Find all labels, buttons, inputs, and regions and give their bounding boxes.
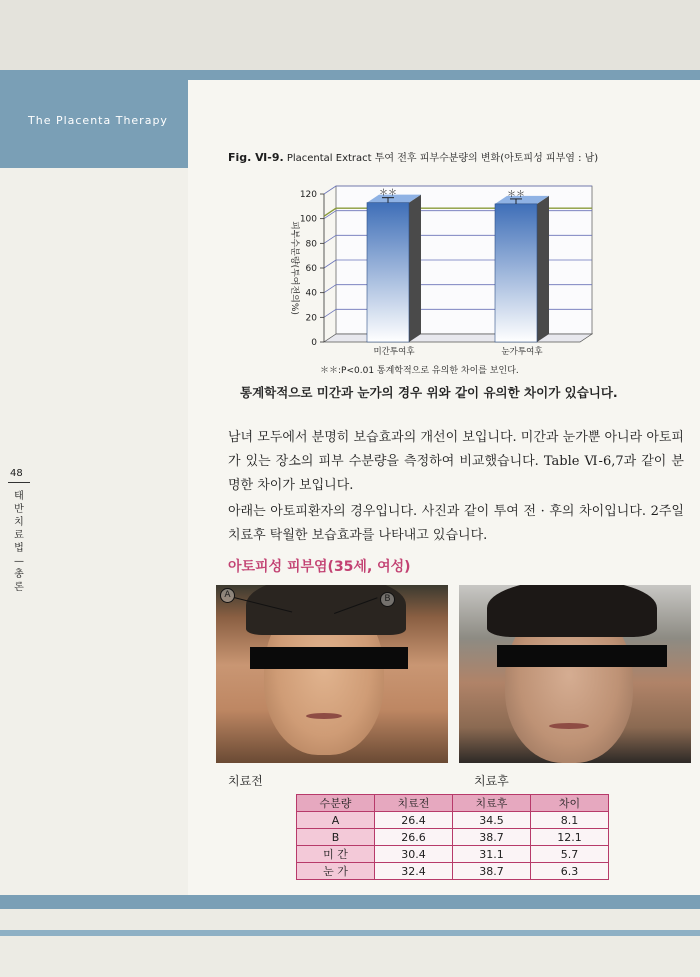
marker-b: B xyxy=(380,592,395,607)
table-header-row xyxy=(297,795,609,812)
table-row xyxy=(297,829,609,846)
moisture-table xyxy=(296,794,609,880)
mouth-shape xyxy=(306,713,342,719)
body-paragraph-1: 남녀 모두에서 분명히 보습효과의 개선이 보입니다. 미간과 눈가뿐 아니라 아토피가 있는 장소의 피부 수분량을 측정하여 비교했습니다. Table Ⅵ-6,7과 같이 분명한 차이가 보입니다. xyxy=(228,430,684,493)
table-header-cell: 치료전 xyxy=(375,795,453,812)
table-row xyxy=(297,863,609,880)
table-cell: 31.1 xyxy=(453,846,531,863)
bottom-accent-bar xyxy=(0,895,700,909)
chart-y-tick-label: 60 xyxy=(305,264,317,274)
chart-gridline xyxy=(324,235,336,243)
chart-y-axis-label: 피부수분량(투여전의%) xyxy=(289,221,299,315)
table-row xyxy=(297,812,609,829)
figure-caption xyxy=(228,149,598,164)
chapter-char: 법 xyxy=(14,543,24,554)
table-cell: 32.4 xyxy=(375,863,453,880)
table-row-label: 눈 가 xyxy=(297,863,375,880)
table-cell: 34.5 xyxy=(453,812,531,829)
page-number-rule xyxy=(8,482,30,483)
hair-shape xyxy=(487,585,657,637)
after-photo-label: 치료후 xyxy=(474,774,509,788)
table-header-cell: 수분량 xyxy=(297,795,375,812)
table-cell: 26.6 xyxy=(375,829,453,846)
vertical-chapter-title xyxy=(12,490,26,594)
table-row-label: B xyxy=(297,829,375,846)
section-title: 아토피성 피부염(35세, 여성) xyxy=(228,559,411,575)
chart-significance-mark: ＊＊ xyxy=(378,188,398,199)
top-accent-bar xyxy=(0,70,700,80)
chapter-char: 반 xyxy=(14,504,24,515)
chart-gridline xyxy=(324,260,336,268)
table-cell: 8.1 xyxy=(531,812,609,829)
left-margin-column xyxy=(0,168,188,895)
top-band xyxy=(0,0,700,70)
chart-bar-side xyxy=(409,195,421,342)
privacy-bar xyxy=(250,647,408,669)
chart-gridline xyxy=(324,186,336,194)
chart-floor xyxy=(324,334,592,342)
chapter-char: — xyxy=(14,556,24,567)
chart-x-tick-label: 눈가투여후 xyxy=(501,347,543,357)
chart-gridline xyxy=(324,285,336,293)
chart-bar xyxy=(367,203,409,342)
chart-x-tick-label: 미간투여후 xyxy=(373,347,415,357)
marker-a: A xyxy=(220,588,235,603)
figure-label: Fig. Ⅵ-9. xyxy=(228,151,284,164)
before-treatment-photo xyxy=(216,585,448,763)
chart-y-tick-label: 120 xyxy=(299,190,317,200)
chapter-char: 론 xyxy=(14,582,24,593)
chart-y-tick-label: 0 xyxy=(311,338,317,348)
page-number: 48 xyxy=(10,468,23,479)
bottom-accent-bar-thin xyxy=(0,930,700,936)
chart-y-tick-label: 100 xyxy=(299,214,317,225)
table-header-cell: 치료후 xyxy=(453,795,531,812)
chart-bar xyxy=(495,204,537,342)
table-row-label: 미 간 xyxy=(297,846,375,863)
table-header-cell: 차이 xyxy=(531,795,609,812)
bar-chart xyxy=(262,180,602,360)
after-treatment-photo xyxy=(459,585,691,763)
significance-note: ＊＊:P<0.01 통계학적으로 유의한 차이를 보인다. xyxy=(320,366,519,376)
chart-y-tick-label: 20 xyxy=(305,313,317,324)
mouth-shape xyxy=(549,723,589,729)
chapter-char: 치 xyxy=(14,517,24,528)
body-paragraph-2: 아래는 아토피환자의 경우입니다. 사진과 같이 투여 전 · 후의 차이입니다. 2주일 치료후 탁월한 보습효과를 나타내고 있습니다. xyxy=(228,504,684,543)
figure-caption-text: Placental Extract 투여 전후 피부수분량의 변화(아토피성 피부염 : 남) xyxy=(283,153,599,164)
table-cell: 12.1 xyxy=(531,829,609,846)
before-photo-label: 치료전 xyxy=(228,774,263,788)
chart-y-tick-label: 40 xyxy=(305,288,317,299)
table-cell: 38.7 xyxy=(453,829,531,846)
table-row-label: A xyxy=(297,812,375,829)
table-cell: 6.3 xyxy=(531,863,609,880)
summary-sentence: 통계학적으로 미간과 눈가의 경우 위와 같이 유의한 차이가 있습니다. xyxy=(240,385,618,400)
running-title: The Placenta Therapy xyxy=(28,114,168,127)
table-cell: 38.7 xyxy=(453,863,531,880)
table-cell: 30.4 xyxy=(375,846,453,863)
chapter-char: 태 xyxy=(14,491,24,502)
table-cell: 26.4 xyxy=(375,812,453,829)
chart-bar-side xyxy=(537,196,549,342)
chart-significance-mark: ＊＊ xyxy=(506,189,526,200)
table-row xyxy=(297,846,609,863)
chapter-char: 총 xyxy=(14,569,24,580)
privacy-bar xyxy=(497,645,667,667)
chart-gridline xyxy=(324,309,336,317)
chart-y-tick-label: 80 xyxy=(305,239,317,250)
chapter-char: 료 xyxy=(14,530,24,541)
table-cell: 5.7 xyxy=(531,846,609,863)
